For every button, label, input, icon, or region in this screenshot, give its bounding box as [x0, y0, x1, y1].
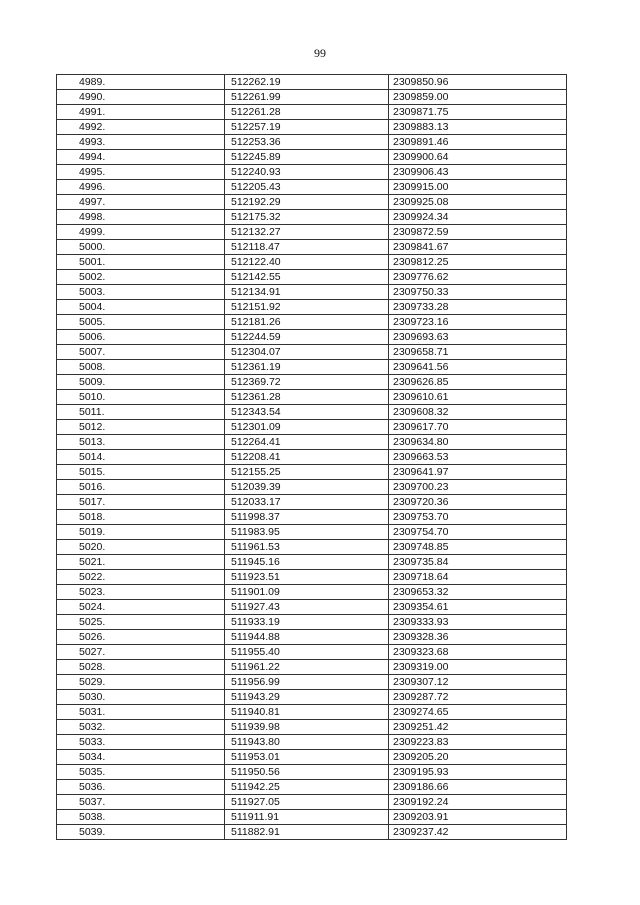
page-number: 99: [314, 46, 326, 60]
point-number-cell: 5023.: [57, 585, 225, 600]
y-coordinate-cell: 2309608.32: [389, 405, 567, 420]
x-coordinate-cell: 511927.05: [225, 795, 389, 810]
x-coordinate-cell: 512122.40: [225, 255, 389, 270]
table-row: [57, 120, 567, 135]
point-number-cell: 5030.: [57, 690, 225, 705]
table-row: [57, 690, 567, 705]
y-coordinate-cell: 2309733.28: [389, 300, 567, 315]
x-coordinate-cell: 512361.19: [225, 360, 389, 375]
point-number-cell: 5014.: [57, 450, 225, 465]
y-coordinate-cell: 2309307.12: [389, 675, 567, 690]
x-coordinate-cell: 511933.19: [225, 615, 389, 630]
y-coordinate-cell: 2309203.91: [389, 810, 567, 825]
x-coordinate-cell: 511998.37: [225, 510, 389, 525]
y-coordinate-cell: 2309634.80: [389, 435, 567, 450]
x-coordinate-cell: 511943.80: [225, 735, 389, 750]
table-row: [57, 630, 567, 645]
table-row: [57, 600, 567, 615]
y-coordinate-cell: 2309748.85: [389, 540, 567, 555]
point-number-cell: 5033.: [57, 735, 225, 750]
point-number-cell: 5001.: [57, 255, 225, 270]
x-coordinate-cell: 512361.28: [225, 390, 389, 405]
point-number-cell: 5027.: [57, 645, 225, 660]
x-coordinate-cell: 511939.98: [225, 720, 389, 735]
x-coordinate-cell: 512033.17: [225, 495, 389, 510]
y-coordinate-cell: 2309274.65: [389, 705, 567, 720]
point-number-cell: 5016.: [57, 480, 225, 495]
x-coordinate-cell: 511953.01: [225, 750, 389, 765]
x-coordinate-cell: 512262.19: [225, 75, 389, 90]
x-coordinate-cell: 511961.22: [225, 660, 389, 675]
x-coordinate-cell: 512253.36: [225, 135, 389, 150]
table-row: [57, 735, 567, 750]
x-coordinate-cell: 511950.56: [225, 765, 389, 780]
x-coordinate-cell: 512142.55: [225, 270, 389, 285]
y-coordinate-cell: 2309720.36: [389, 495, 567, 510]
table-row: [57, 225, 567, 240]
y-coordinate-cell: 2309723.16: [389, 315, 567, 330]
table-row: [57, 285, 567, 300]
x-coordinate-cell: 512151.92: [225, 300, 389, 315]
point-number-cell: 4993.: [57, 135, 225, 150]
point-number-cell: 4991.: [57, 105, 225, 120]
table-row: [57, 405, 567, 420]
y-coordinate-cell: 2309205.20: [389, 750, 567, 765]
y-coordinate-cell: 2309883.13: [389, 120, 567, 135]
y-coordinate-cell: 2309186.66: [389, 780, 567, 795]
table-row: [57, 495, 567, 510]
point-number-cell: 5020.: [57, 540, 225, 555]
y-coordinate-cell: 2309663.53: [389, 450, 567, 465]
y-coordinate-cell: 2309812.25: [389, 255, 567, 270]
x-coordinate-cell: 512134.91: [225, 285, 389, 300]
table-row: [57, 705, 567, 720]
point-number-cell: 5004.: [57, 300, 225, 315]
table-row: [57, 315, 567, 330]
point-number-cell: 4994.: [57, 150, 225, 165]
x-coordinate-cell: 511901.09: [225, 585, 389, 600]
y-coordinate-cell: 2309841.67: [389, 240, 567, 255]
point-number-cell: 5009.: [57, 375, 225, 390]
y-coordinate-cell: 2309626.85: [389, 375, 567, 390]
table-row: [57, 240, 567, 255]
y-coordinate-cell: 2309287.72: [389, 690, 567, 705]
point-number-cell: 5017.: [57, 495, 225, 510]
table-row: [57, 750, 567, 765]
x-coordinate-cell: 511943.29: [225, 690, 389, 705]
x-coordinate-cell: 512240.93: [225, 165, 389, 180]
y-coordinate-cell: 2309641.97: [389, 465, 567, 480]
x-coordinate-cell: 511942.25: [225, 780, 389, 795]
y-coordinate-cell: 2309776.62: [389, 270, 567, 285]
point-number-cell: 5026.: [57, 630, 225, 645]
point-number-cell: 5015.: [57, 465, 225, 480]
table-row: [57, 360, 567, 375]
point-number-cell: 5025.: [57, 615, 225, 630]
table-row: [57, 615, 567, 630]
x-coordinate-cell: 512304.07: [225, 345, 389, 360]
point-number-cell: 4989.: [57, 75, 225, 90]
y-coordinate-cell: 2309319.00: [389, 660, 567, 675]
x-coordinate-cell: 512343.54: [225, 405, 389, 420]
x-coordinate-cell: 512261.28: [225, 105, 389, 120]
table-row: [57, 765, 567, 780]
point-number-cell: 5036.: [57, 780, 225, 795]
y-coordinate-cell: 2309192.24: [389, 795, 567, 810]
coordinate-table: [56, 74, 567, 840]
x-coordinate-cell: 512264.41: [225, 435, 389, 450]
x-coordinate-cell: 511940.81: [225, 705, 389, 720]
x-coordinate-cell: 511945.16: [225, 555, 389, 570]
point-number-cell: 4990.: [57, 90, 225, 105]
point-number-cell: 5003.: [57, 285, 225, 300]
y-coordinate-cell: 2309323.68: [389, 645, 567, 660]
table-row: [57, 195, 567, 210]
table-row: [57, 675, 567, 690]
table-row: [57, 720, 567, 735]
x-coordinate-cell: 511956.99: [225, 675, 389, 690]
y-coordinate-cell: 2309610.61: [389, 390, 567, 405]
y-coordinate-cell: 2309924.34: [389, 210, 567, 225]
point-number-cell: 4996.: [57, 180, 225, 195]
x-coordinate-cell: 512257.19: [225, 120, 389, 135]
table-row: [57, 90, 567, 105]
point-number-cell: 5037.: [57, 795, 225, 810]
table-row: [57, 510, 567, 525]
point-number-cell: 5008.: [57, 360, 225, 375]
table-row: [57, 180, 567, 195]
x-coordinate-cell: 512205.43: [225, 180, 389, 195]
point-number-cell: 5035.: [57, 765, 225, 780]
point-number-cell: 5029.: [57, 675, 225, 690]
y-coordinate-cell: 2309750.33: [389, 285, 567, 300]
x-coordinate-cell: 512175.32: [225, 210, 389, 225]
table-row: [57, 585, 567, 600]
point-number-cell: 5012.: [57, 420, 225, 435]
y-coordinate-cell: 2309641.56: [389, 360, 567, 375]
y-coordinate-cell: 2309859.00: [389, 90, 567, 105]
y-coordinate-cell: 2309617.70: [389, 420, 567, 435]
x-coordinate-cell: 511983.95: [225, 525, 389, 540]
table-row: [57, 450, 567, 465]
table-row: [57, 480, 567, 495]
coordinate-table-body: [57, 75, 567, 840]
x-coordinate-cell: 511955.40: [225, 645, 389, 660]
y-coordinate-cell: 2309700.23: [389, 480, 567, 495]
y-coordinate-cell: 2309223.83: [389, 735, 567, 750]
table-row: [57, 270, 567, 285]
point-number-cell: 5024.: [57, 600, 225, 615]
table-row: [57, 375, 567, 390]
table-row: [57, 555, 567, 570]
table-row: [57, 780, 567, 795]
x-coordinate-cell: 512244.59: [225, 330, 389, 345]
y-coordinate-cell: 2309735.84: [389, 555, 567, 570]
x-coordinate-cell: 511923.51: [225, 570, 389, 585]
table-row: [57, 645, 567, 660]
table-row: [57, 105, 567, 120]
y-coordinate-cell: 2309237.42: [389, 825, 567, 840]
x-coordinate-cell: 512369.72: [225, 375, 389, 390]
x-coordinate-cell: 512261.99: [225, 90, 389, 105]
x-coordinate-cell: 512192.29: [225, 195, 389, 210]
x-coordinate-cell: 512181.26: [225, 315, 389, 330]
point-number-cell: 5018.: [57, 510, 225, 525]
point-number-cell: 4998.: [57, 210, 225, 225]
table-row: [57, 420, 567, 435]
x-coordinate-cell: 511944.88: [225, 630, 389, 645]
y-coordinate-cell: 2309871.75: [389, 105, 567, 120]
y-coordinate-cell: 2309754.70: [389, 525, 567, 540]
point-number-cell: 5022.: [57, 570, 225, 585]
point-number-cell: 5034.: [57, 750, 225, 765]
x-coordinate-cell: 512118.47: [225, 240, 389, 255]
x-coordinate-cell: 511961.53: [225, 540, 389, 555]
table-row: [57, 570, 567, 585]
point-number-cell: 4999.: [57, 225, 225, 240]
table-row: [57, 540, 567, 555]
y-coordinate-cell: 2309925.08: [389, 195, 567, 210]
y-coordinate-cell: 2309753.70: [389, 510, 567, 525]
table-row: [57, 255, 567, 270]
point-number-cell: 5002.: [57, 270, 225, 285]
point-number-cell: 5005.: [57, 315, 225, 330]
y-coordinate-cell: 2309718.64: [389, 570, 567, 585]
x-coordinate-cell: 512301.09: [225, 420, 389, 435]
point-number-cell: 5007.: [57, 345, 225, 360]
y-coordinate-cell: 2309906.43: [389, 165, 567, 180]
table-row: [57, 465, 567, 480]
y-coordinate-cell: 2309915.00: [389, 180, 567, 195]
x-coordinate-cell: 512155.25: [225, 465, 389, 480]
x-coordinate-cell: 512039.39: [225, 480, 389, 495]
table-row: [57, 300, 567, 315]
point-number-cell: 4995.: [57, 165, 225, 180]
y-coordinate-cell: 2309658.71: [389, 345, 567, 360]
x-coordinate-cell: 512132.27: [225, 225, 389, 240]
y-coordinate-cell: 2309195.93: [389, 765, 567, 780]
y-coordinate-cell: 2309850.96: [389, 75, 567, 90]
x-coordinate-cell: 512208.41: [225, 450, 389, 465]
y-coordinate-cell: 2309872.59: [389, 225, 567, 240]
point-number-cell: 5011.: [57, 405, 225, 420]
x-coordinate-cell: 511927.43: [225, 600, 389, 615]
point-number-cell: 5021.: [57, 555, 225, 570]
point-number-cell: 5019.: [57, 525, 225, 540]
table-row: [57, 795, 567, 810]
point-number-cell: 5038.: [57, 810, 225, 825]
point-number-cell: 5000.: [57, 240, 225, 255]
point-number-cell: 5010.: [57, 390, 225, 405]
table-row: [57, 165, 567, 180]
table-row: [57, 330, 567, 345]
table-row: [57, 390, 567, 405]
point-number-cell: 5028.: [57, 660, 225, 675]
point-number-cell: 5031.: [57, 705, 225, 720]
table-row: [57, 75, 567, 90]
point-number-cell: 5039.: [57, 825, 225, 840]
y-coordinate-cell: 2309891.46: [389, 135, 567, 150]
x-coordinate-cell: 511882.91: [225, 825, 389, 840]
point-number-cell: 5006.: [57, 330, 225, 345]
table-row: [57, 135, 567, 150]
x-coordinate-cell: 512245.89: [225, 150, 389, 165]
table-row: [57, 345, 567, 360]
point-number-cell: 5013.: [57, 435, 225, 450]
y-coordinate-cell: 2309653.32: [389, 585, 567, 600]
point-number-cell: 4997.: [57, 195, 225, 210]
y-coordinate-cell: 2309354.61: [389, 600, 567, 615]
y-coordinate-cell: 2309251.42: [389, 720, 567, 735]
point-number-cell: 5032.: [57, 720, 225, 735]
table-row: [57, 525, 567, 540]
y-coordinate-cell: 2309693.63: [389, 330, 567, 345]
table-row: [57, 435, 567, 450]
table-row: [57, 810, 567, 825]
point-number-cell: 4992.: [57, 120, 225, 135]
y-coordinate-cell: 2309328.36: [389, 630, 567, 645]
table-row: [57, 825, 567, 840]
table-row: [57, 150, 567, 165]
y-coordinate-cell: 2309900.64: [389, 150, 567, 165]
x-coordinate-cell: 511911.91: [225, 810, 389, 825]
table-row: [57, 210, 567, 225]
table-row: [57, 660, 567, 675]
y-coordinate-cell: 2309333.93: [389, 615, 567, 630]
